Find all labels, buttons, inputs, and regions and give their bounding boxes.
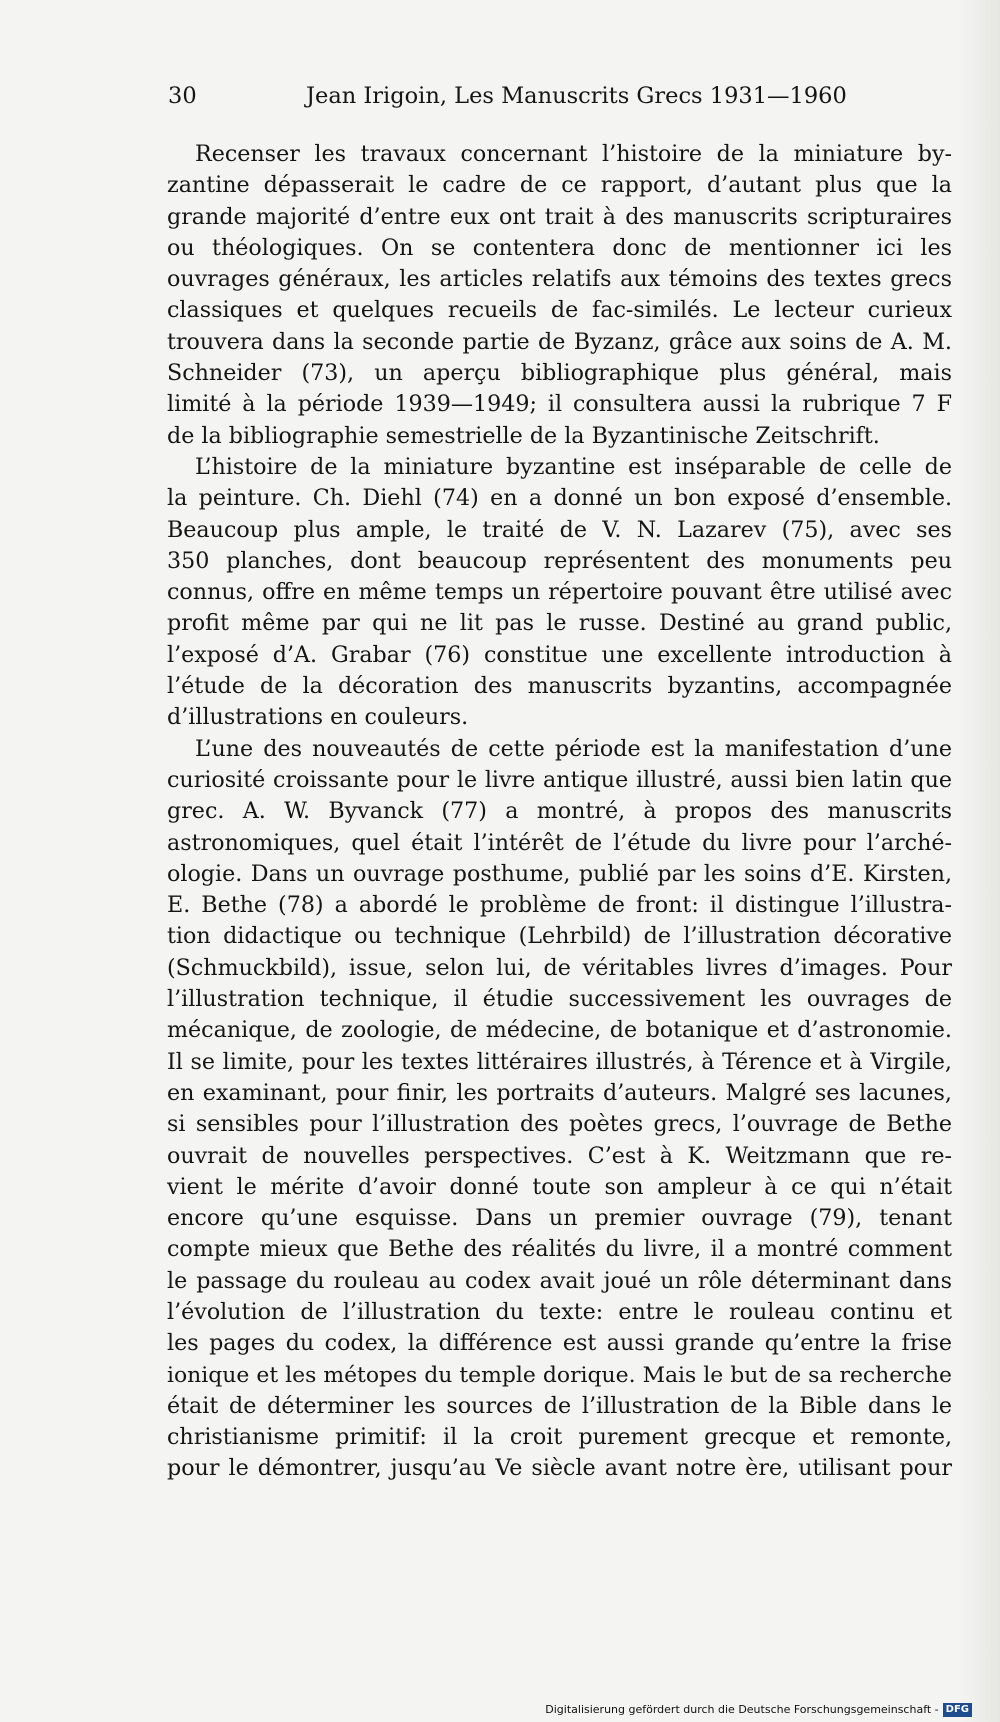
paragraph [167,139,952,452]
text-line: pour le démontrer, jusqu’au Ve siècle avant notre ère, utilisant pour [167,1455,952,1482]
text-line: ou théologiques. On se contentera donc de mentionner ici les [167,234,952,261]
paragraph [167,452,952,734]
text-line: vient le mérite d’avoir donné toute son ampleur à ce qui n’était [167,1173,952,1200]
digitization-credit [545,1702,972,1718]
running-title: Jean Irigoin, Les Manuscrits Grecs 1931—1960 [306,83,847,109]
text-line: était de déterminer les sources de l’illustration de la Bible dans le [167,1392,952,1419]
text-line: d’illustrations en couleurs. [167,704,469,731]
text-line: Il se limite, pour les textes littéraires illustrés, à Térence et à Virgile, [167,1048,952,1075]
text-line: limité à la période 1939—1949; il consultera aussi la rubrique 7 F [167,391,952,418]
paragraph [167,734,952,1485]
text-line: Schneider (73), un aperçu bibliographique plus général, mais [167,360,952,387]
text-line: en examinant, pour finir, les portraits d’auteurs. Malgré ses lacunes, [167,1079,952,1106]
text-line: Beaucoup plus ample, le traité de V. N. Lazarev (75), avec ses [167,516,952,543]
text-line: compte mieux que Bethe des réalités du livre, il a montré comment [167,1236,952,1263]
text-line: l’évolution de l’illustration du texte: entre le rouleau continu et [167,1298,952,1325]
text-line: encore qu’une esquisse. Dans un premier ouvrage (79), tenant [167,1205,952,1232]
credit-text: Digitalisierung gefördert durch die Deutsche Forschungsgemeinschaft - [545,1703,939,1716]
text-line: ouvrages généraux, les articles relatifs aux témoins des textes grecs [167,266,952,293]
dfg-logo: DFG [943,1703,972,1717]
text-line: de la bibliographie semestrielle de la Byzantinische Zeitschrift. [167,422,880,449]
text-line: zantine dépasserait le cadre de ce rapport, d’autant plus que la [167,172,952,199]
text-line: profit même par qui ne lit pas le russe. Destiné au grand public, [167,610,952,637]
text-line: ionique et les métopes du temple dorique. Mais le but de sa recherche [167,1362,952,1388]
text-line: la peinture. Ch. Diehl (74) en a donné un bon exposé d’ensemble. [167,485,952,512]
text-line: L’une des nouveautés de cette période est la manifestation d’une [195,735,952,762]
text-line: grec. A. W. Byvanck (77) a montré, à propos des manuscrits [167,798,952,825]
text-line: les pages du codex, la différence est aussi grande qu’entre la frise [167,1330,952,1357]
text-line: l’illustration technique, il étudie successivement les ouvrages de [167,986,952,1013]
running-head [168,76,935,116]
page-gutter-shadow [960,0,1000,1722]
text-line: christianisme primitif: il la croit purement grecque et remonte, [167,1424,952,1451]
page-number: 30 [168,83,197,109]
text-line: L’histoire de la miniature byzantine est inséparable de celle de [195,453,952,480]
text-line: Recenser les travaux concernant l’histoire de la miniature by- [195,141,952,167]
body-text [167,139,952,1485]
text-line: curiosité croissante pour le livre antique illustré, aussi bien latin que [167,766,952,793]
text-line: connus, offre en même temps un répertoire pouvant être utilisé avec [167,579,952,606]
text-line: E. Bethe (78) a abordé le problème de front: il distingue l’illustra- [167,892,952,919]
text-line: ouvrait de nouvelles perspectives. C’est à K. Weitzmann que re- [167,1142,952,1169]
text-line: mécanique, de zoologie, de médecine, de botanique et d’astronomie. [167,1017,952,1044]
text-line: le passage du rouleau au codex avait joué un rôle déterminant dans [167,1267,952,1294]
text-line: trouvera dans la seconde partie de Byzanz, grâce aux soins de A. M. [167,328,952,355]
text-line: 350 planches, dont beaucoup représentent des monuments peu [167,547,952,574]
text-line: grande majorité d’entre eux ont trait à des manuscrits scripturaires [167,203,952,230]
text-line: l’exposé d’A. Grabar (76) constitue une excellente introduction à [167,641,952,668]
text-line: astronomiques, quel était l’intérêt de l’étude du livre pour l’arché- [167,829,952,856]
text-line: l’étude de la décoration des manuscrits byzantins, accompagnée [167,673,952,700]
text-line: tion didactique ou technique (Lehrbild) de l’illustration décorative [167,923,952,950]
text-line: classiques et quelques recueils de fac-similés. Le lecteur curieux [167,297,952,324]
text-line: ologie. Dans un ouvrage posthume, publié par les soins d’E. Kirsten, [167,860,952,887]
text-line: si sensibles pour l’illustration des poètes grecs, l’ouvrage de Bethe [167,1111,952,1138]
text-line: (Schmuckbild), issue, selon lui, de véritables livres d’images. Pour [167,954,952,981]
